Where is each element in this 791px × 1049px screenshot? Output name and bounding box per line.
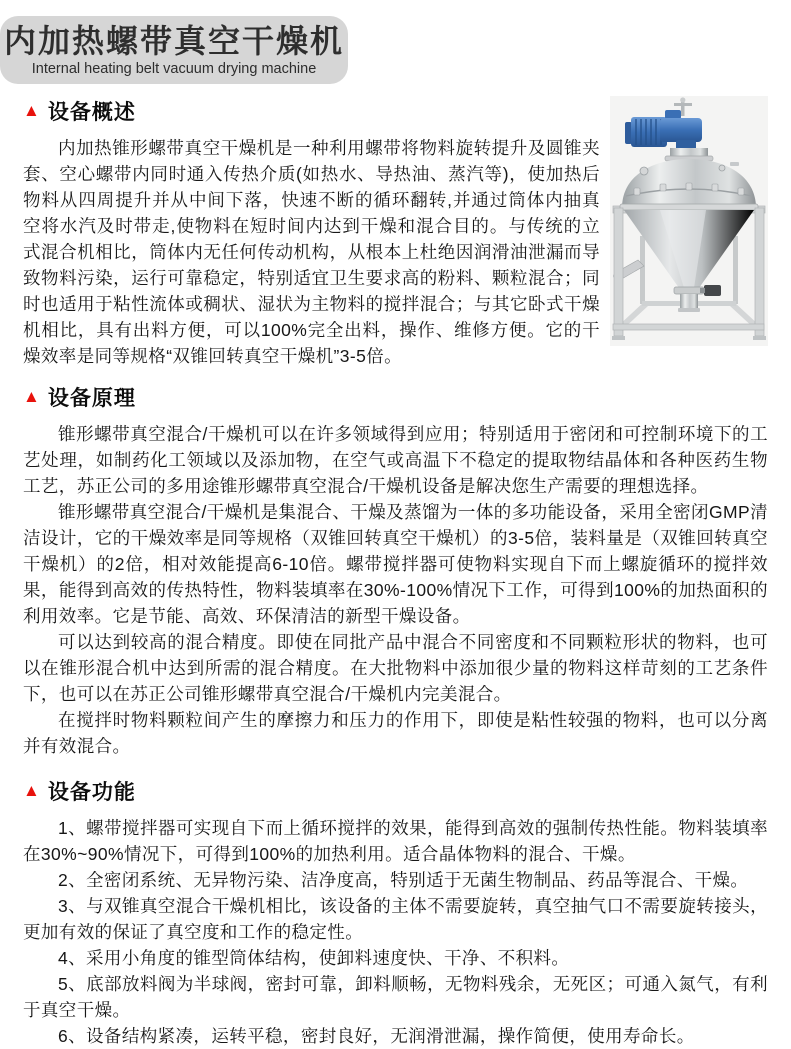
product-photo (610, 96, 768, 346)
function-item: 4、采用小角度的锥型筒体结构，使卸料速度快、干净、不积料。 (58, 948, 570, 968)
principle-paragraph: 锥形螺带真空混合/干燥机是集混合、干燥及蒸馏为一体的多功能设备，采用全密闭GMP清洁设计，它的干燥效率是同等规格（双锥回转真空干燥机）的3-5倍，装料量是（双锥回转真空干燥机）的2倍，相对效能提高6-10倍。螺带搅拌器可使物料实现自下而上螺旋循环的搅拌效果，能得到高效的传热特性，物料装填率在30%-100%情况下工作，可得到100%的加热面积的利用效率。它是节能、高效、环保清洁的新型干燥设备。 (23, 502, 768, 626)
section-principle (23, 382, 768, 759)
page-title: 内加热螺带真空干燥机 (3, 22, 344, 59)
section-heading-principle (23, 382, 768, 412)
triangle-marker-icon: ▲ (23, 100, 41, 120)
title-badge (0, 16, 348, 84)
function-item: 6、设备结构紧凑，运转平稳，密封良好，无润滑泄漏，操作简便，使用寿命长。 (58, 1026, 695, 1046)
section-heading-text: 设备概述 (47, 101, 136, 124)
principle-paragraph: 在搅拌时物料颗粒间产生的摩擦力和压力的作用下，即使是粘性较强的物料，也可以分离并有效混合。 (23, 710, 768, 756)
function-item: 2、全密闭系统、无异物污染、洁净度高，特别适于无菌生物制品、药品等混合、干燥。 (58, 870, 749, 890)
triangle-marker-icon: ▲ (23, 386, 41, 406)
principle-paragraph: 可以达到较高的混合精度。即使在同批产品中混合不同密度和不同颗粒形状的物料，也可以在锥形混合机中达到所需的混合精度。在大批物料中添加很少量的物料这样苛刻的工艺条件下，也可以在苏正公司锥形螺带真空混合/干燥机内完美混合。 (23, 632, 768, 704)
function-item: 1、螺带搅拌器可实现自下而上循环搅拌的效果，能得到高效的强制传热性能。物料装填率在30%~90%情况下，可得到100%的加热利用。适合晶体物料的混合、干燥。 (23, 818, 768, 864)
triangle-marker-icon: ▲ (23, 780, 41, 800)
section-functions (23, 776, 768, 1049)
section-heading-text: 设备功能 (47, 781, 136, 804)
content-column (23, 96, 768, 1049)
section-heading-functions (23, 776, 768, 806)
function-item: 3、与双锥真空混合干燥机相比，该设备的主体不需要旋转，真空抽气口不需要旋转接头，更加有效的保证了真空度和工作的稳定性。 (23, 896, 768, 942)
section-heading-text: 设备原理 (47, 387, 136, 410)
page-subtitle: Internal heating belt vacuum drying machine (31, 60, 317, 77)
section-heading-overview (23, 96, 600, 126)
overview-paragraph: 内加热锥形螺带真空干燥机是一种利用螺带将物料旋转提升及圆锥夹套、空心螺带内同时通入传热介质(如热水、导热油、蒸汽等)，使加热后物料从四周提升并从中间下落，快速不断的循环翻转,并通过筒体内抽真空将水汽及时带走,使物料在短时间内达到干燥和混合目的。与传统的立式混合机相比，筒体内无任何传动机构，从根本上杜绝因润滑油泄漏而导致物料污染，运行可靠稳定，特别适宜卫生要求高的粉料、颗粒混合；同时也适用于粘性流体或稠状、湿状为主物料的搅拌混合；与其它卧式干燥机相比，具有出料方便，可以100%完全出料，操作、维修方便。它的干燥效率是同等规格“双锥回转真空干燥机”3-5倍。 (23, 138, 600, 366)
principle-paragraph: 锥形螺带真空混合/干燥机可以在许多领域得到应用；特别适用于密闭和可控制环境下的工艺处理，如制药化工领域以及添加物，在空气或高温下不稳定的提取物结晶体和各种医药生物工艺，苏正公司的多用途锥形螺带真空混合/干燥机设备是解决您生产需要的理想选择。 (23, 424, 768, 496)
conical-vacuum-dryer-illustration (610, 96, 768, 346)
function-item: 5、底部放料阀为半球阀，密封可靠，卸料顺畅，无物料残余，无死区；可通入氮气，有利于真空干燥。 (23, 974, 768, 1020)
section-overview (23, 96, 768, 369)
